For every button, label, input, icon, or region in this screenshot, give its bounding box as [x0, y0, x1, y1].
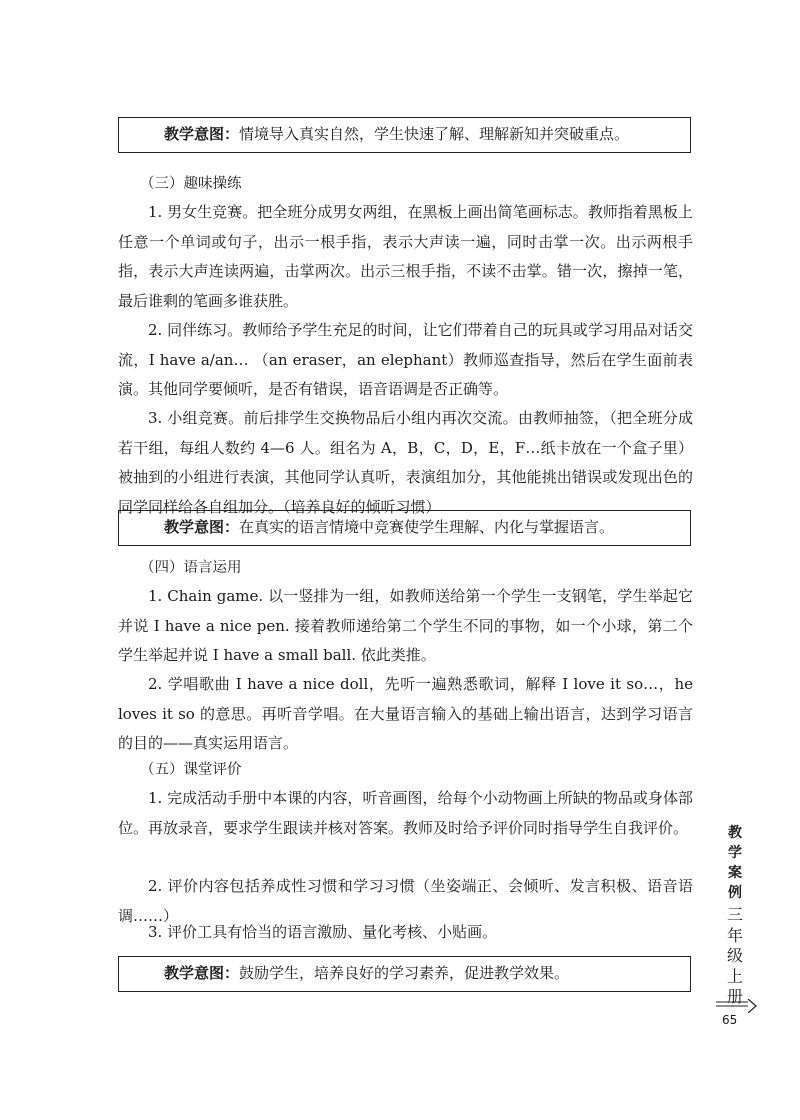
paragraph: 1. Chain game. 以一竖排为一组，如教师送给第一个学生一支钢笔，学生举起它并说 I have a nice pen. 接着教师递给第二个学生不同的事物，如一个小球，第二个学生举起并说 I have a small ball. 依此类推。: [118, 587, 693, 664]
teaching-intent-text: 在真实的语言情境中竞赛使学生理解、内化与掌握语言。: [239, 518, 615, 536]
paragraph: 2. 同伴练习。教师给予学生充足的时间，让它们带着自己的玩具或学习用品对话交流，I have a/an… （an eraser，an elephant）教师巡查指导，然后在学生面前表演。其他同学要倾听，是否有错误，语音语调是否正确等。: [118, 321, 693, 398]
page-number: 65: [722, 1013, 738, 1027]
sidebar-book-title: 教学案例: [728, 825, 742, 901]
teaching-intent-label: 教学意图：: [164, 518, 240, 536]
paragraph: 2. 评价内容包括养成性习惯和学习习惯（坐姿端正、会倾听、发言积极、语音语调……）: [118, 877, 693, 925]
paragraph: 3. 小组竞赛。前后排学生交换物品后小组内再次交流。由教师抽签，（把全班分成若干组，每组人数约 4—6 人。组名为 A，B，C，D，E，F…纸卡放在一个盒子里）被抽到的小组进行表演，其他同学认真听，表演组加分，其他能挑出错误或发现出色的同学同样给各自组加分。（培养良好的倾听习惯）: [118, 409, 693, 516]
teaching-intent-text: 情境导入真实自然，学生快速了解、理解新知并突破重点。: [239, 125, 630, 143]
page-marker-arrow-icon: [716, 999, 760, 1013]
teaching-intent-box-3: [118, 956, 691, 992]
section-heading-class-evaluation: （五）课堂评价: [140, 762, 242, 778]
teaching-intent-box-1: [118, 117, 691, 153]
teaching-intent-text: 鼓励学生，培养良好的学习素养，促进教学效果。: [239, 964, 570, 982]
teaching-intent-label: 教学意图：: [164, 964, 240, 982]
paragraph: 1. 男女生竞赛。把全班分成男女两组，在黑板上画出简笔画标志。教师指着黑板上任意一个单词或句子，出示一根手指，表示大声读一遍，同时击掌一次。出示两根手指，表示大声连读两遍，击掌两次。出示三根手指，不读不击掌。错一次，擦掉一笔，最后谁剩的笔画多谁获胜。: [118, 203, 693, 310]
sidebar-grade-label: 三年级上册: [726, 905, 743, 1006]
teaching-intent-box-2: [118, 510, 691, 546]
paragraph: 2. 学唱歌曲 I have a nice doll，先听一遍熟悉歌词，解释 I love it so…，he loves it so 的意思。再听音学唱。在大量语言输入的基础上输出语言，达到学习语言的目的——真实运用语言。: [118, 675, 693, 752]
section-heading-fun-practice: （三）趣味操练: [140, 176, 242, 192]
paragraph: 1. 完成活动手册中本课的内容，听音画图，给每个小动物画上所缺的物品或身体部位。再放录音，要求学生跟读并核对答案。教师及时给予评价同时指导学生自我评价。: [118, 789, 693, 837]
section-heading-language-use: （四）语言运用: [140, 560, 242, 576]
teaching-intent-label: 教学意图：: [164, 125, 240, 143]
paragraph: 3. 评价工具有恰当的语言激励、量化考核、小贴画。: [148, 923, 498, 941]
